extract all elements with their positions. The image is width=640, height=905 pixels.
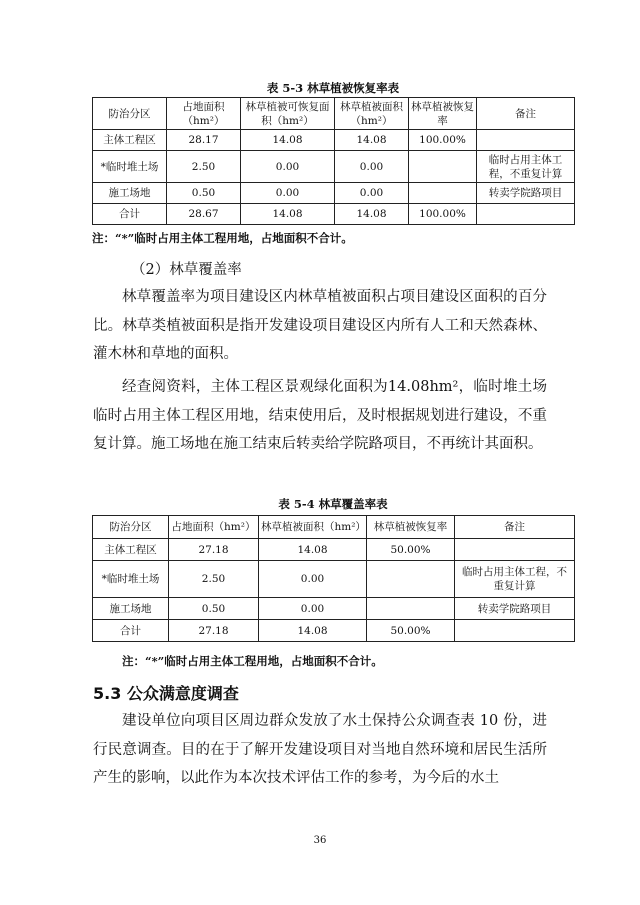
- table-cell: *临时堆土场: [93, 151, 167, 183]
- table-cell: 0.00: [335, 183, 409, 204]
- table2-note: 注：“*”临时占用主体工程用地，占地面积不合计。: [122, 654, 383, 668]
- table-row: [93, 130, 575, 151]
- table-cell: 14.08: [259, 620, 367, 642]
- table-cell: 2.50: [169, 561, 259, 598]
- table-cell: 14.08: [259, 539, 367, 561]
- table-cell: 0.00: [241, 183, 335, 204]
- table1-header: 防治分区: [93, 98, 167, 130]
- table-cell: [367, 598, 455, 620]
- table-cell: 27.18: [169, 539, 259, 561]
- table-row: [93, 598, 575, 620]
- table-row: [93, 539, 575, 561]
- table2-header-row: [93, 516, 575, 539]
- table-cell: 0.00: [259, 598, 367, 620]
- table2-caption: 表 5-4 林草覆盖率表: [278, 497, 388, 511]
- table-cell: 转卖学院路项目: [455, 598, 575, 620]
- table2-header: 林草植被面积（hm²）: [259, 516, 367, 539]
- table2-header: 占地面积（hm²）: [169, 516, 259, 539]
- table1-header: 林草植被可恢复面积（hm²）: [241, 98, 335, 130]
- table-row: [93, 620, 575, 642]
- paragraph: 经查阅资料，主体工程区景观绿化面积为14.08hm²，临时堆土场临时占用主体工程区用地，结束使用后，及时根据规划进行建设，不重复计算。施工场地在施工结束后转卖给学院路项目，不再统计其面积。: [93, 379, 547, 452]
- table-cell: 100.00%: [409, 204, 477, 225]
- table-cell: [409, 183, 477, 204]
- table-cell: 合计: [93, 204, 167, 225]
- table-cell: 临时占用主体工程，不重复计算: [477, 151, 575, 183]
- table1-note: 注：“*”临时占用主体工程用地，占地面积不合计。: [92, 231, 353, 245]
- table2-header: 备注: [455, 516, 575, 539]
- table-cell: 50.00%: [367, 620, 455, 642]
- table-cell: 100.00%: [409, 130, 477, 151]
- table1: [92, 97, 575, 225]
- table-cell: 50.00%: [367, 539, 455, 561]
- section-title: 5.3 公众满意度调查: [93, 684, 239, 703]
- table-cell: 施工场地: [93, 183, 167, 204]
- table-cell: 0.00: [241, 151, 335, 183]
- table-cell: 转卖学院路项目: [477, 183, 575, 204]
- table1-header: 占地面积（hm²）: [167, 98, 241, 130]
- table-cell: 0.50: [167, 183, 241, 204]
- page-number: 36: [313, 835, 327, 846]
- table-row: [93, 561, 575, 598]
- table1-header: 备注: [477, 98, 575, 130]
- table-cell: 14.08: [241, 204, 335, 225]
- table-cell: [409, 151, 477, 183]
- table-cell: 0.50: [169, 598, 259, 620]
- table-cell: 2.50: [167, 151, 241, 183]
- table1-header: 林草植被面积（hm²）: [335, 98, 409, 130]
- table2: [92, 515, 575, 642]
- paragraph: 林草覆盖率为项目建设区内林草植被面积占项目建设区面积的百分比。林草类植被面积是指开发建设项目建设区内所有人工和天然森林、灌木林和草地的面积。: [93, 289, 547, 362]
- table-cell: *临时堆土场: [93, 561, 169, 598]
- table-cell: 14.08: [241, 130, 335, 151]
- table-cell: 27.18: [169, 620, 259, 642]
- table-cell: 0.00: [335, 151, 409, 183]
- table2-header: 防治分区: [93, 516, 169, 539]
- table1-caption: 表 5-3 林草植被恢复率表: [266, 81, 400, 95]
- table-cell: 施工场地: [93, 598, 169, 620]
- table-cell: [477, 130, 575, 151]
- table-cell: [477, 204, 575, 225]
- table-cell: 主体工程区: [93, 130, 167, 151]
- table-cell: 28.67: [167, 204, 241, 225]
- table-cell: 主体工程区: [93, 539, 169, 561]
- table-cell: 合计: [93, 620, 169, 642]
- table2-header: 林草植被恢复率: [367, 516, 455, 539]
- table-row: [93, 204, 575, 225]
- table-cell: 28.17: [167, 130, 241, 151]
- table1-header: 林草植被恢复率: [409, 98, 477, 130]
- table-cell: 临时占用主体工程，不重复计算: [455, 561, 575, 598]
- table-cell: [367, 561, 455, 598]
- table-cell: 14.08: [335, 130, 409, 151]
- table1-header-row: [93, 98, 575, 130]
- table-row: [93, 183, 575, 204]
- paragraph: 建设单位向项目区周边群众发放了水土保持公众调查表 10 份，进行民意调查。目的在于了解开发建设项目对当地自然环境和居民生活所产生的影响，以此作为本次技术评估工作的参考，为今后的水土: [93, 713, 547, 786]
- table-cell: [455, 620, 575, 642]
- table-row: [93, 151, 575, 183]
- table-cell: 14.08: [335, 204, 409, 225]
- section-heading: （2）林草覆盖率: [131, 262, 242, 278]
- table-cell: [455, 539, 575, 561]
- table-cell: 0.00: [259, 561, 367, 598]
